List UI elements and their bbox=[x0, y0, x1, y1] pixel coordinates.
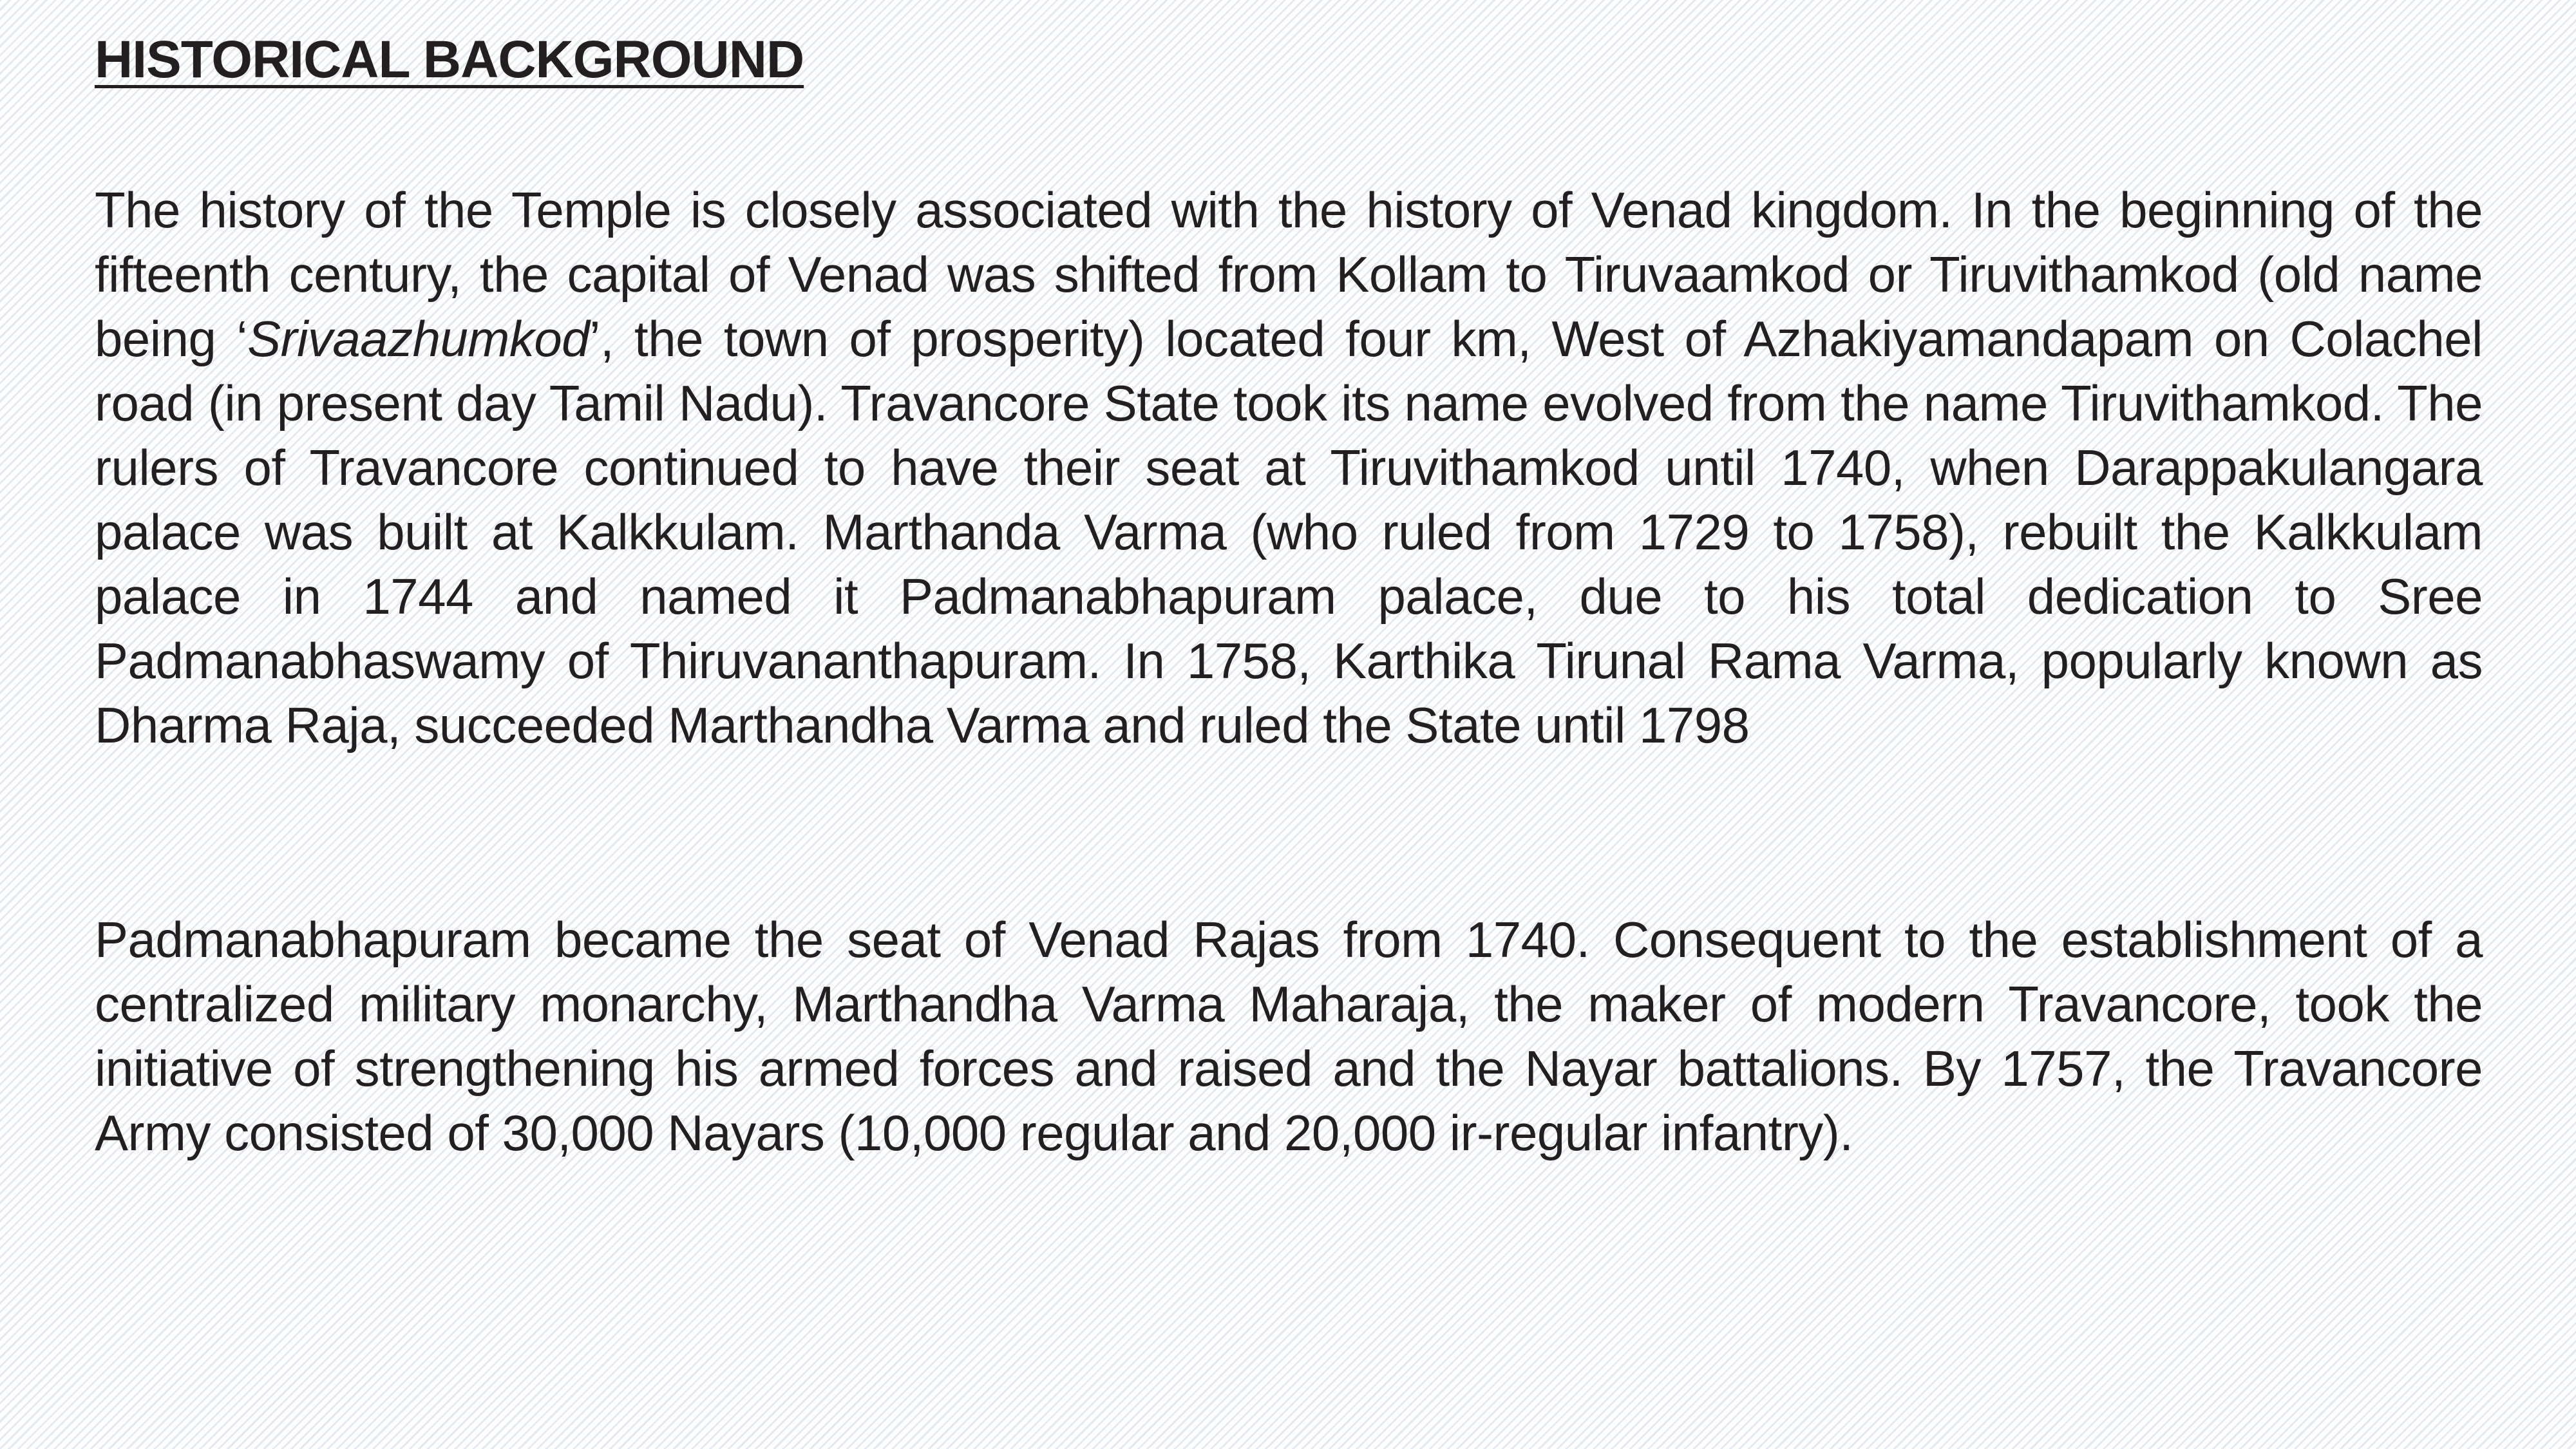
paragraph-padmanabhapuram: Padmanabhapuram became the seat of Venad Rajas from 1740. Consequent to the establishment of a centralized military monarchy, Marthandha Varma Maharaja, the maker of modern Travancore, took the initiative of strengthening his armed forces and raised and the Nayar battalions. By 1757, the Travancore Army consisted of 30,000 Nayars (10,000 regular and 20,000 ir-regular infantry). bbox=[95, 911, 2483, 1161]
paragraph1-text-end: ’, the town of prosperity) located four km, West of Azhakiyamandapam on Colachel road (in present day Tamil Nadu). Travancore State took its name evolved from the name Tiruvithamkod. The rulers of Travancore continued to have their seat at Tiruvithamkod until 1740, when Darappakulangara palace was built at Kalkkulam. Marthanda Varma (who ruled from 1729 to 1758), rebuilt the Kalkkulam palace in 1744 and named it Padmanabhapuram palace, due to his total dedication to Sree Padmanabhaswamy of Thiruvananthapuram. In 1758, Karthika Tirunal Rama Varma, popularly known as Dharma Raja, succeeded Marthandha Varma and ruled the State until 1798 bbox=[95, 310, 2483, 753]
paragraph-history-venad bbox=[95, 178, 2483, 757]
paragraph1-text-start: The history of the Temple is closely associated with the history of Venad kingdom. In the beginning of the fifteenth century, the capital of Venad was shifted from Kollam to Tiruvaamkod or Tiruvithamkod (old name being ‘ bbox=[95, 182, 2483, 367]
paragraph1-italic-term: Srivaazhumkod bbox=[247, 310, 590, 367]
section-heading: HISTORICAL BACKGROUND bbox=[95, 30, 804, 89]
